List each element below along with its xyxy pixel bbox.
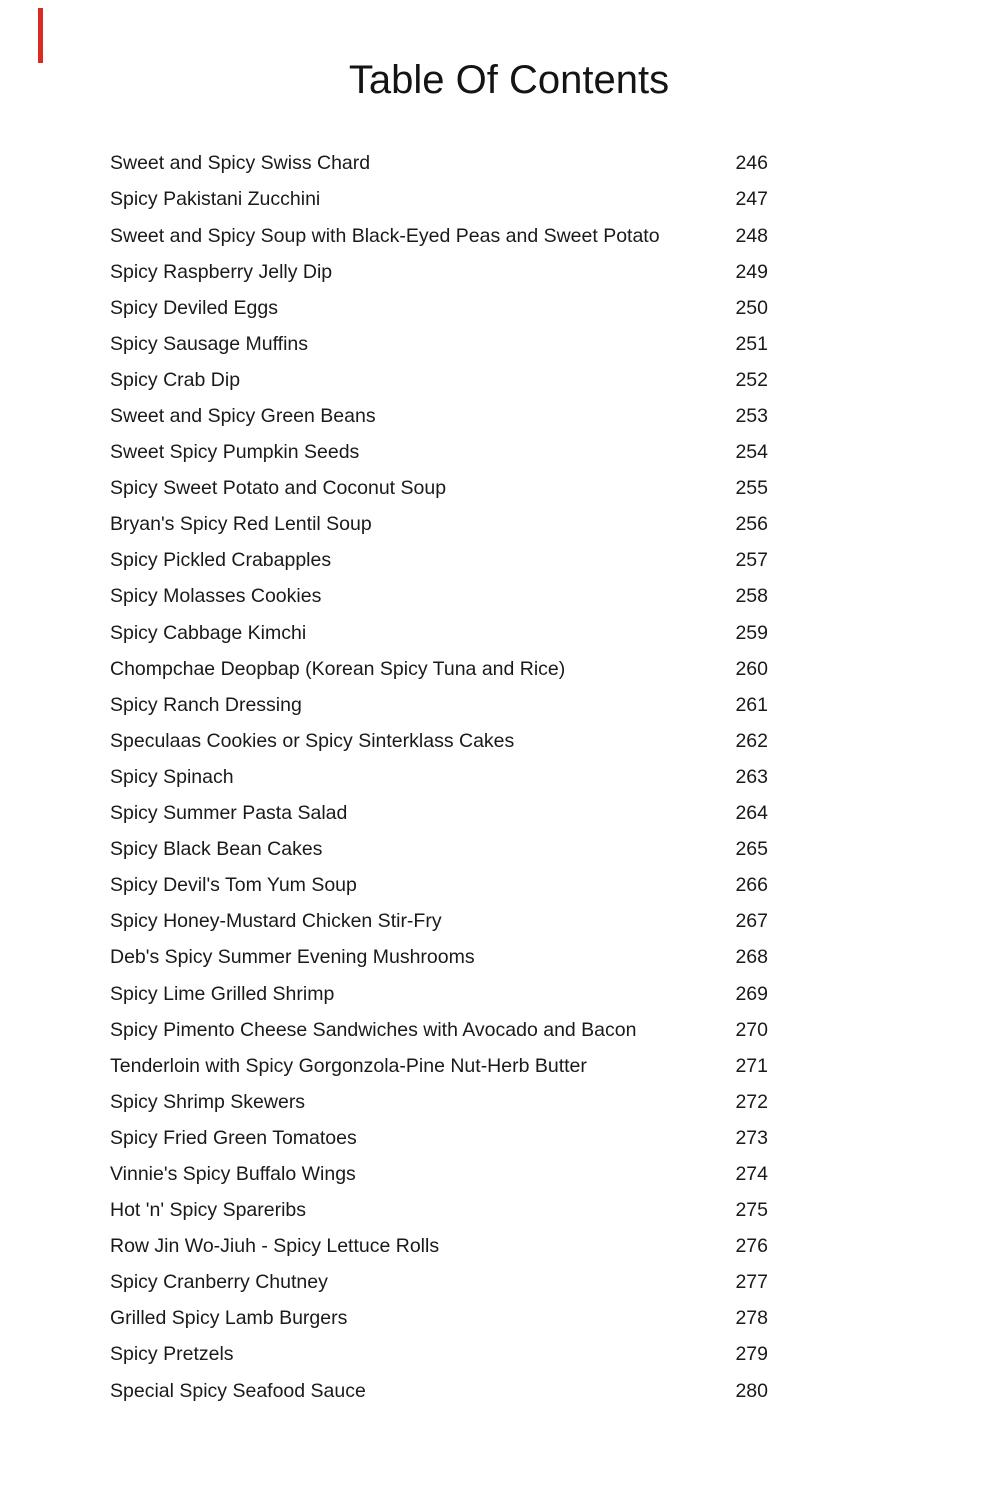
toc-entry-title: Spicy Sweet Potato and Coconut Soup: [110, 477, 447, 500]
toc-entry-page-number: 248: [735, 224, 768, 247]
toc-entry[interactable]: [110, 868, 768, 904]
toc-entry-page-number: 255: [735, 477, 768, 500]
toc-entry[interactable]: [110, 832, 768, 868]
toc-entry-page-number: 264: [735, 802, 768, 825]
toc-entry-title: Row Jin Wo-Jiuh - Spicy Lettuce Rolls: [110, 1235, 440, 1258]
toc-entry-title: Spicy Honey-Mustard Chicken Stir-Fry: [110, 910, 442, 933]
toc-entry[interactable]: [110, 399, 768, 435]
toc-entry[interactable]: [110, 796, 768, 832]
toc-entry-title: Special Spicy Seafood Sauce: [110, 1379, 366, 1402]
toc-entry-page-number: 246: [735, 152, 768, 175]
toc-entry[interactable]: [110, 940, 768, 976]
toc-entry-page-number: 251: [735, 332, 768, 355]
toc-entry[interactable]: [110, 218, 768, 254]
toc-entry[interactable]: [110, 326, 768, 362]
toc-entry-title: Sweet Spicy Pumpkin Seeds: [110, 441, 360, 464]
toc-entry[interactable]: [110, 1337, 768, 1373]
toc-entry-title: Bryan's Spicy Red Lentil Soup: [110, 513, 372, 536]
toc-entry-page-number: 267: [735, 910, 768, 933]
toc-entry-page-number: 270: [735, 1018, 768, 1041]
toc-entry[interactable]: [110, 976, 768, 1012]
toc-entry-title: Spicy Pimento Cheese Sandwiches with Avocado and Bacon: [110, 1018, 637, 1041]
toc-entry[interactable]: [110, 615, 768, 651]
toc-entry-title: Spicy Shrimp Skewers: [110, 1090, 306, 1113]
toc-entry[interactable]: [110, 1193, 768, 1229]
toc-entry[interactable]: [110, 760, 768, 796]
red-marker-bar: [38, 8, 43, 63]
toc-entry-page-number: 274: [735, 1162, 768, 1185]
toc-entry-page-number: 257: [735, 549, 768, 572]
toc-entry-title: Deb's Spicy Summer Evening Mushrooms: [110, 946, 475, 969]
toc-entry-title: Spicy Spinach: [110, 765, 234, 788]
toc-entry-title: Spicy Cabbage Kimchi: [110, 621, 307, 644]
toc-entry-title: Speculaas Cookies or Spicy Sinterklass Cakes: [110, 729, 515, 752]
toc-entry-page-number: 277: [735, 1271, 768, 1294]
toc-entry-title: Spicy Crab Dip: [110, 368, 241, 391]
toc-entry-page-number: 253: [735, 405, 768, 427]
toc-entry-title: Vinnie's Spicy Buffalo Wings: [110, 1162, 356, 1185]
toc-entry[interactable]: [110, 1229, 768, 1265]
toc-entry-title: Sweet and Spicy Soup with Black-Eyed Peas and Sweet Potato: [110, 224, 660, 247]
toc-entry-title: Spicy Ranch Dressing: [110, 693, 302, 716]
toc-entry[interactable]: [110, 1084, 768, 1120]
toc-entry-title: Tenderloin with Spicy Gorgonzola-Pine Nut-Herb Butter: [110, 1054, 587, 1077]
toc-entry-title: Spicy Cranberry Chutney: [110, 1271, 328, 1294]
toc-entry[interactable]: [110, 543, 768, 579]
toc-entry-title: Spicy Lime Grilled Shrimp: [110, 982, 335, 1005]
toc-entry-title: Spicy Sausage Muffins: [110, 332, 308, 355]
toc-entry-page-number: 263: [735, 765, 768, 788]
toc-entry-page-number: 271: [735, 1054, 768, 1077]
toc-entry-page-number: 261: [735, 693, 768, 716]
toc-entry-title: Spicy Pakistani Zucchini: [110, 188, 321, 211]
toc-entry[interactable]: [110, 1373, 768, 1409]
toc-entry[interactable]: [110, 1157, 768, 1193]
toc-entry[interactable]: [110, 1012, 768, 1048]
toc-entry[interactable]: [110, 579, 768, 615]
page-title: Table Of Contents: [348, 58, 670, 102]
toc-entry[interactable]: [110, 254, 768, 290]
toc-entry-page-number: 269: [735, 982, 768, 1005]
toc-entry-page-number: 273: [735, 1126, 768, 1149]
toc-entry-title: Spicy Raspberry Jelly Dip: [110, 260, 333, 283]
toc-entry[interactable]: [110, 435, 768, 471]
toc-entry-page-number: 280: [735, 1379, 768, 1402]
toc-entry-page-number: 258: [735, 585, 768, 608]
toc-entry[interactable]: [110, 1301, 768, 1337]
toc-entry[interactable]: [110, 1265, 768, 1301]
toc-entry-page-number: 260: [735, 657, 768, 680]
toc-entry-page-number: 249: [735, 260, 768, 283]
toc-entry-page-number: 279: [735, 1343, 768, 1366]
toc-entry-title: Chompchae Deopbap (Korean Spicy Tuna and Rice): [110, 657, 566, 680]
toc-entry[interactable]: [110, 182, 768, 218]
toc-entry-page-number: 278: [735, 1307, 768, 1330]
toc-entry-page-number: 262: [735, 729, 768, 752]
toc-entry-title: Spicy Pretzels: [110, 1343, 234, 1366]
table-of-contents: [110, 146, 768, 1409]
toc-entry-page-number: 276: [735, 1235, 768, 1258]
toc-entry[interactable]: [110, 290, 768, 326]
toc-entry-title: Spicy Molasses Cookies: [110, 585, 322, 608]
toc-entry-title: Spicy Pickled Crabapples: [110, 549, 332, 572]
toc-entry-page-number: 254: [735, 441, 768, 464]
toc-entry-title: Sweet and Spicy Green Beans: [110, 405, 376, 427]
toc-entry-title: Spicy Black Bean Cakes: [110, 838, 323, 861]
toc-entry-title: Sweet and Spicy Swiss Chard: [110, 152, 371, 175]
toc-entry[interactable]: [110, 146, 768, 182]
toc-entry-page-number: 259: [735, 621, 768, 644]
toc-entry-page-number: 266: [735, 874, 768, 897]
toc-entry[interactable]: [110, 363, 768, 399]
toc-entry[interactable]: [110, 507, 768, 543]
toc-entry-title: Grilled Spicy Lamb Burgers: [110, 1307, 348, 1330]
toc-entry[interactable]: [110, 687, 768, 723]
toc-entry-page-number: 250: [735, 296, 768, 319]
toc-entry-title: Spicy Devil's Tom Yum Soup: [110, 874, 357, 897]
toc-entry-page-number: 247: [735, 188, 768, 211]
toc-entry[interactable]: [110, 471, 768, 507]
toc-entry-title: Spicy Summer Pasta Salad: [110, 802, 348, 825]
toc-entry[interactable]: [110, 1121, 768, 1157]
toc-entry-page-number: 256: [735, 513, 768, 536]
toc-entry-page-number: 265: [735, 838, 768, 861]
toc-entry[interactable]: [110, 904, 768, 940]
toc-entry-title: Spicy Fried Green Tomatoes: [110, 1126, 357, 1149]
toc-entry-page-number: 272: [735, 1090, 768, 1113]
toc-entry[interactable]: [110, 1048, 768, 1084]
toc-entry-page-number: 268: [735, 946, 768, 969]
toc-entry[interactable]: [110, 651, 768, 687]
toc-entry-page-number: 252: [735, 368, 768, 391]
toc-entry-page-number: 275: [735, 1199, 768, 1222]
toc-entry-title: Hot 'n' Spicy Spareribs: [110, 1199, 307, 1222]
toc-entry[interactable]: [110, 724, 768, 760]
toc-entry-title: Spicy Deviled Eggs: [110, 296, 278, 319]
